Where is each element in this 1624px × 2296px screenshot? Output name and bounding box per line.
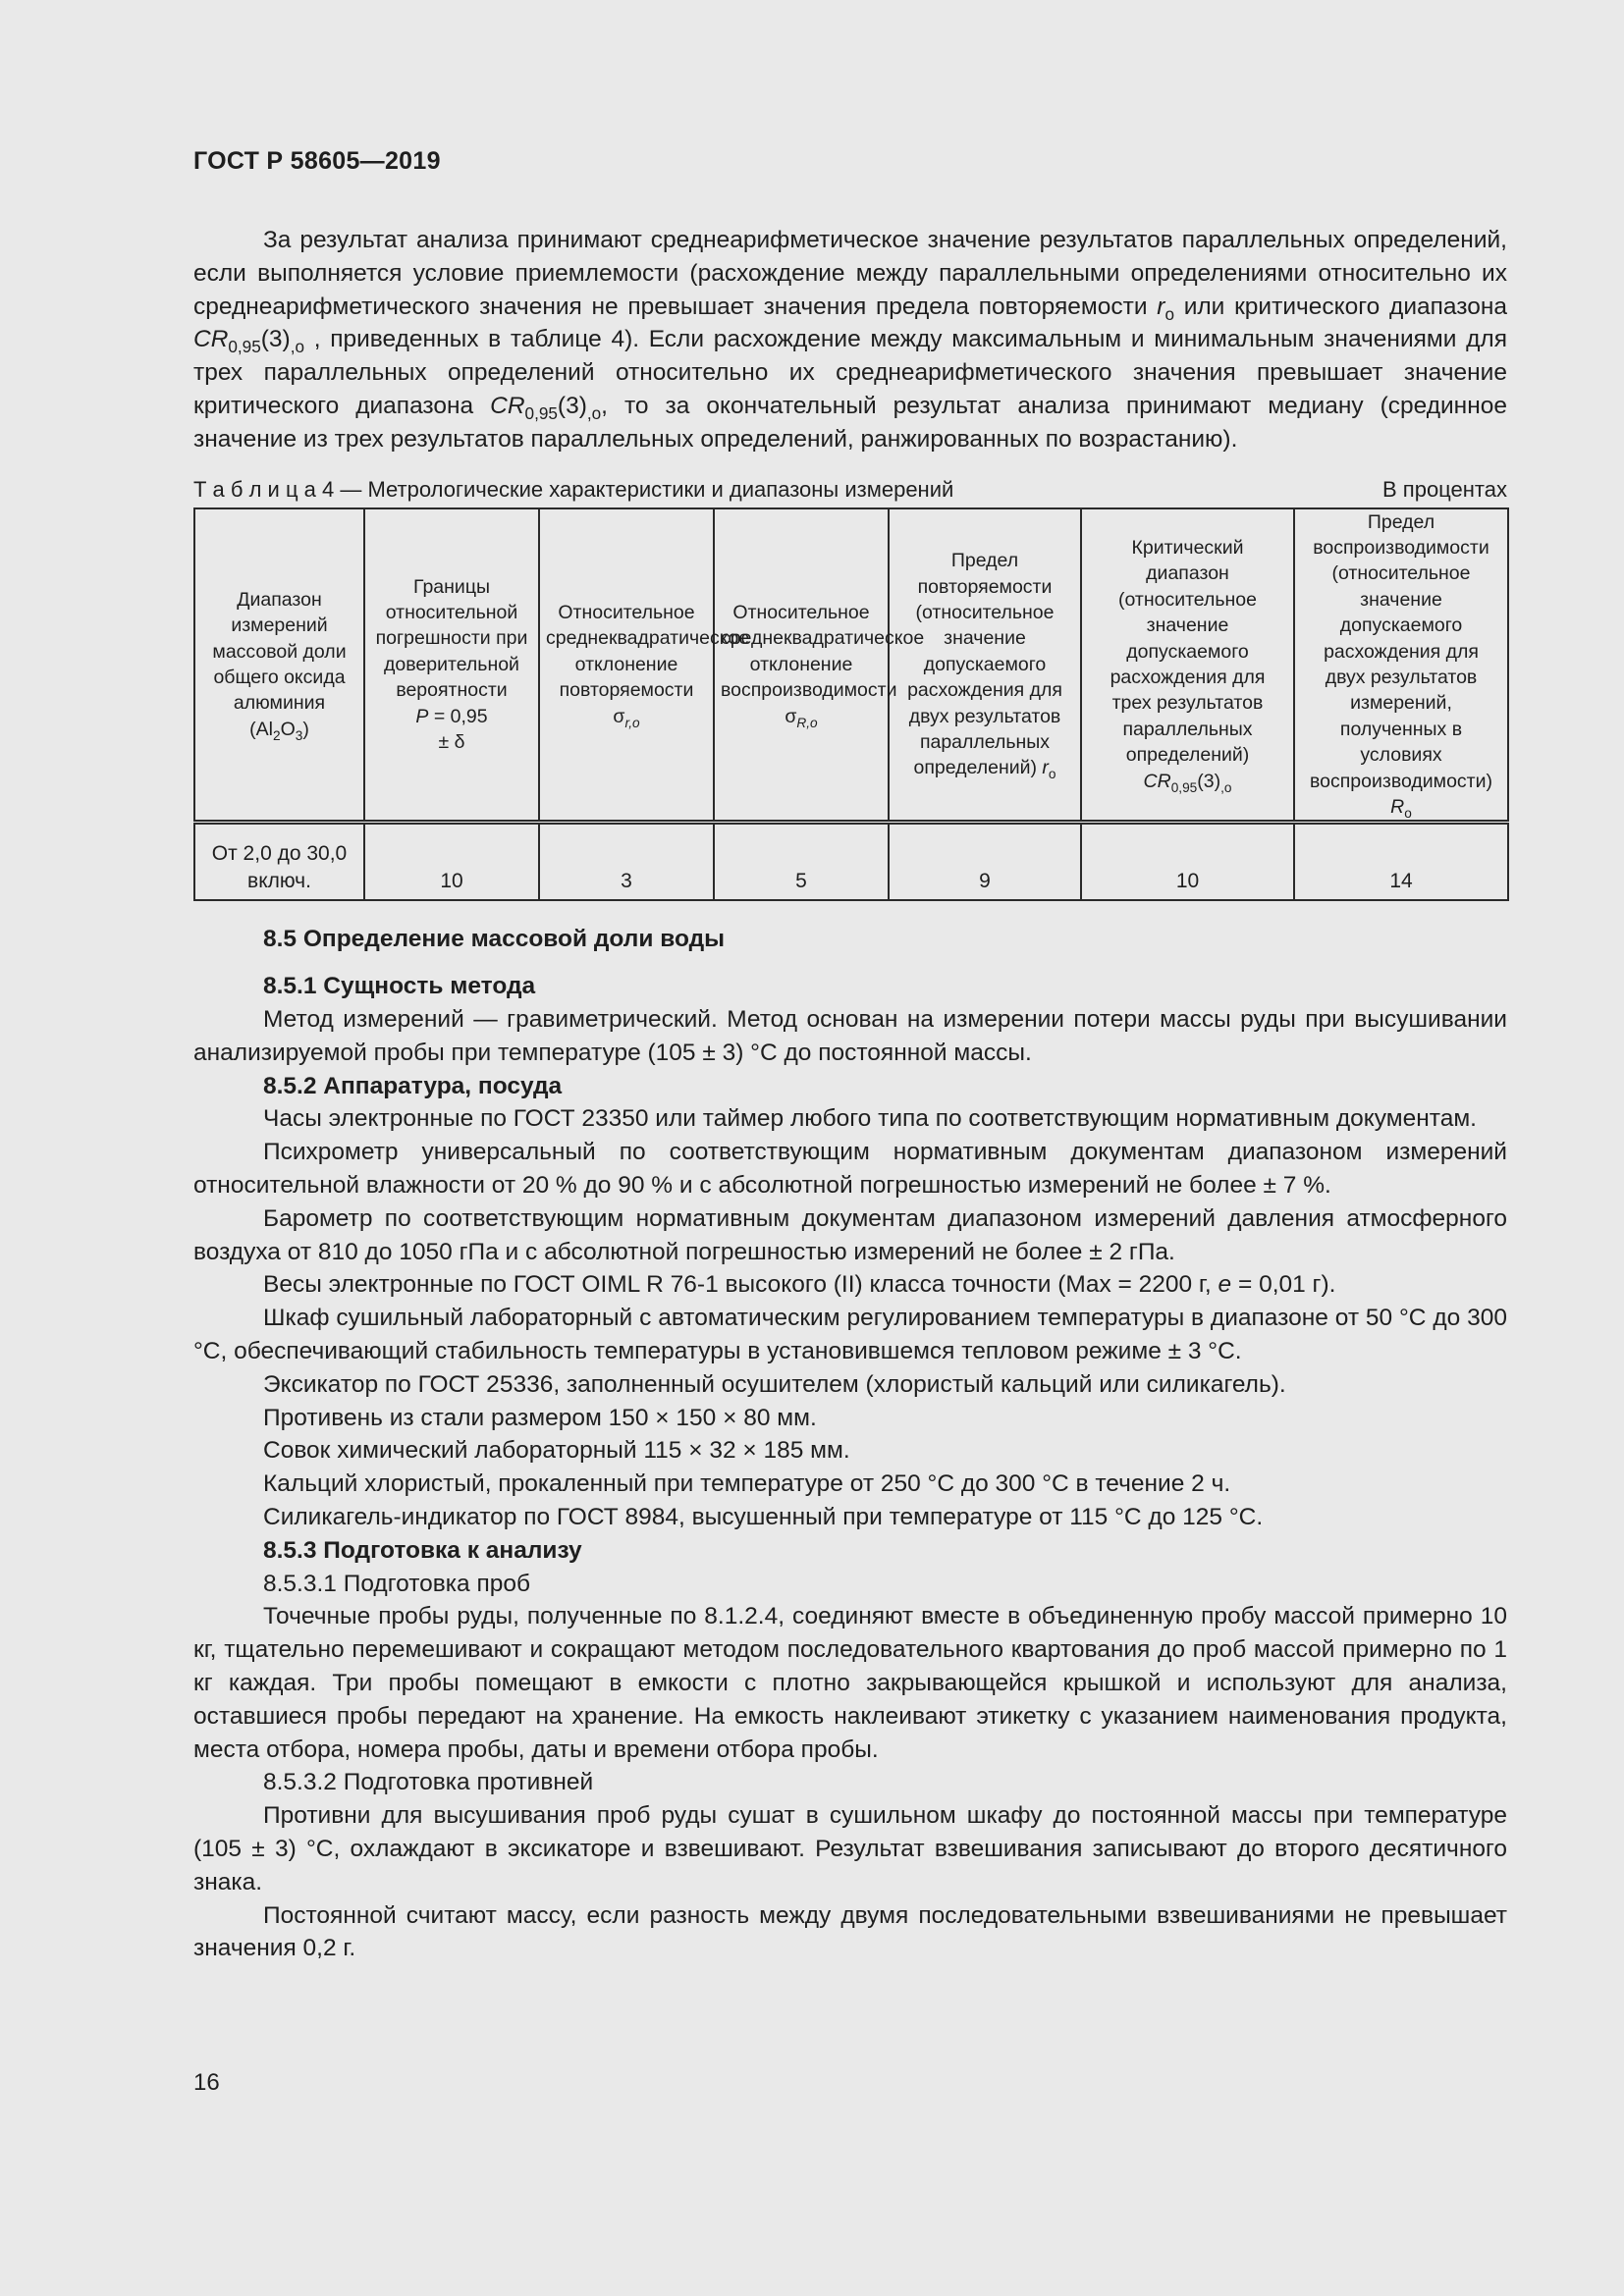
table-unit: В процентах: [1382, 476, 1507, 502]
table-cell: 5: [714, 823, 889, 901]
equipment-item: Силикагель-индикатор по ГОСТ 8984, высушенный при температуре от 115 °С до 125 °С.: [263, 1504, 1264, 1530]
equipment-item: Весы электронные по ГОСТ OIML R 76-1 высокого (II) класса точности (Max = 2200 г, e = 0,01 г).: [263, 1271, 1336, 1299]
header-critical-range: Критический диапазон (относительное значение допускаемого расхождения для трех результатов параллельных определений) $CR_{0,95}(3)_{,о}$: [1081, 508, 1294, 823]
paragraph: Метод измерений — гравиметрический. Метод основан на измерении потери массы руды при высушивании анализируемой пробы при температуре (105 ± 3) °С до постоянной массы.: [193, 1006, 1507, 1066]
subsection-heading: 8.5.1 Сущность метода: [263, 973, 536, 1000]
header-error-bounds: Границы относительной погрешности при доверительной вероятности P = 0,95 ± δ: [364, 508, 539, 823]
subsection-heading: 8.5.2 Аппаратура, посуда: [263, 1072, 563, 1099]
table-cell: 10: [1081, 823, 1294, 901]
table-caption: Т а б л и ц а 4 — Метрологические характеристики и диапазоны измерений: [193, 476, 954, 502]
equipment-item: Совок химический лабораторный 115 × 32 × 185 мм.: [263, 1437, 850, 1465]
equipment-item: Эксикатор по ГОСТ 25336, заполненный осушителем (хлористый кальций или силикагель).: [263, 1370, 1286, 1398]
equipment-item: Противень из стали размером 150 × 150 × 80 мм.: [263, 1404, 817, 1431]
header-reproducibility-sd: Относительное среднеквадратическое отклонение воспроизводимости $\sigma_{R,о}$: [714, 508, 889, 823]
equipment-item: Психрометр универсальный по соответствующим нормативным документам диапазоном измерений относительной влажности от 20 % до 90 % и с абсолютной погрешностью измерений не более ± 7 %.: [193, 1139, 1507, 1200]
document-header: ГОСТ Р 58605—2019: [193, 147, 441, 175]
subsection-heading: 8.5.3 Подготовка к анализу: [263, 1536, 582, 1564]
clause-heading: 8.5.3.1 Подготовка проб: [263, 1570, 531, 1597]
table-header-row: [194, 508, 1508, 823]
table-cell: 14: [1294, 823, 1508, 901]
equipment-item: Барометр по соответствующим нормативным документам диапазоном измерений давления атмосферного воздуха от 810 до 1050 гПа и с абсолютной погрешностью измерений не более ± 2 гПа.: [193, 1204, 1507, 1265]
intro-paragraph: За результат анализа принимают среднеарифметическое значение результатов параллельных определений, если выполняется условие приемлемости (расхождение между параллельными определениями относительно их среднеарифметического значения не превышает значения предела повторяемости $r_о$ или критического диапазона $CR_{0,95}(3)_{,о}$ , приведенных в таблице 4). Если расхождение между максимальным и минимальным значениями для трех параллельных определений относительно их среднеарифметического значения превышает значение критического диапазона $CR_{0,95}(3)_{,о}$, то за окончательный результат анализа принимают медиану (срединное значение из трех результатов параллельных определений, ранжированных по возрастанию).: [193, 227, 1507, 453]
table-cell: 9: [889, 823, 1081, 901]
table-cell: 3: [539, 823, 714, 901]
header-reproducibility-limit: Предел воспроизводимости (относительное значение допускаемого расхождения для двух результатов измерений, полученных в условиях воспроизводимости) $R_о$: [1294, 508, 1508, 823]
table-row: [194, 823, 1508, 901]
paragraph: Постоянной считают массу, если разность между двумя последовательными взвешиваниями не превышает значения 0,2 г.: [193, 1901, 1507, 1962]
section-heading: 8.5 Определение массовой доли воды: [263, 926, 726, 953]
paragraph: Противни для высушивания проб руды сушат в сушильном шкафу до постоянной массы при температуре (105 ± 3) °С, охлаждают в эксикаторе и взвешивают. Результат взвешивания записывают до второго десятичного знака.: [193, 1802, 1507, 1896]
equipment-item: Часы электронные по ГОСТ 23350 или таймер любого типа по соответствующим нормативным документам.: [263, 1105, 1477, 1133]
paragraph: Точечные пробы руды, полученные по 8.1.2.4, соединяют вместе в объединенную пробу массой примерно 10 кг, тщательно перемешивают и сокращают методом последовательного квартования до проб массой примерно по 1 кг каждая. Три пробы помещают в емкости с плотно закрывающейся крышкой и используют для анализа, оставшиеся пробы передают на хранение. На емкость наклеивают этикетку с указанием наименования продукта, места отбора, номера пробы, даты и времени отбора пробы.: [193, 1603, 1507, 1763]
equipment-item: Шкаф сушильный лабораторный с автоматическим регулированием температуры в диапазоне от 50 °С до 300 °С, обеспечивающий стабильность температуры в установившемся тепловом режиме ± 3 °С.: [193, 1305, 1507, 1365]
table-cell: 10: [364, 823, 539, 901]
header-repeatability-limit: Предел повторяемости (относительное значение допускаемого расхождения для двух результатов параллельных определений) $r_о$: [889, 508, 1081, 823]
page-number: 16: [193, 2069, 220, 2096]
equipment-item: Кальций хлористый, прокаленный при температуре от 250 °С до 300 °С в течение 2 ч.: [263, 1470, 1231, 1498]
table-cell: От 2,0 до 30,0 включ.: [194, 823, 364, 901]
header-range: Диапазон измерений массовой доли общего оксида алюминия $(Al_2O_3)$: [194, 508, 364, 823]
header-repeatability-sd: Относительное среднеквадратическое отклонение повторяемости $\sigma_{r,о}$: [539, 508, 714, 823]
document-body: [193, 224, 1507, 1965]
clause-heading: 8.5.3.2 Подготовка противней: [263, 1769, 594, 1796]
metrology-table: [193, 507, 1509, 902]
table-caption-row: [193, 476, 1507, 504]
